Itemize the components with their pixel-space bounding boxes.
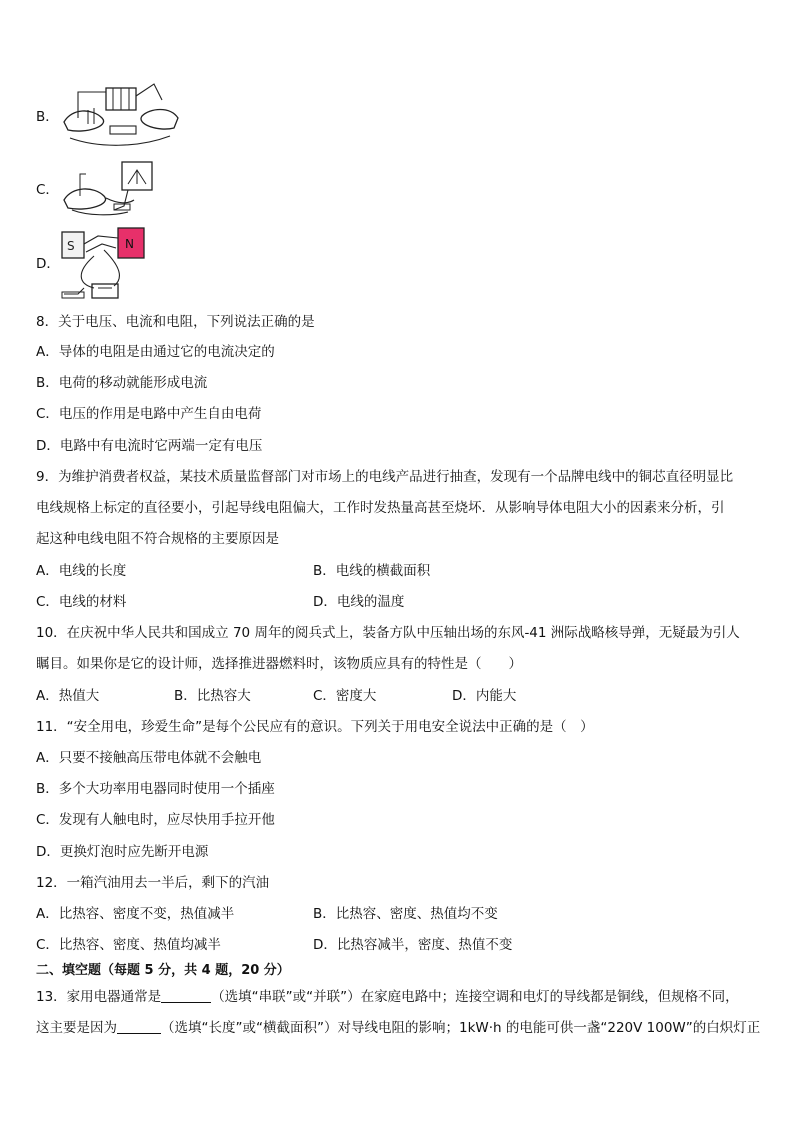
q12-option-b: B．比热容、密度、热值均不变	[313, 906, 498, 922]
magnet-pole-left	[64, 111, 104, 131]
magnet-pole	[64, 189, 106, 209]
magnet-n-label: N	[125, 237, 134, 251]
q9-stem-line1: 9．为维护消费者权益，某技术质量监督部门对市场上的电线产品进行抽查，发现有一个品牌电线中的铜芯直径明显比	[36, 469, 734, 485]
q11-option-b: B．多个大功率用电器同时使用一个插座	[36, 781, 275, 797]
q13-part1: 13．家用电器通常是	[36, 989, 162, 1005]
q10-stem-line1: 10．在庆祝中华人民共和国成立 70 周年的阅兵式上，装备方队中压轴出场的东风-41 洲际战略核导弹，无疑最为引人	[36, 625, 740, 641]
metal-rod	[110, 126, 136, 134]
q7-option-b-label: B．	[36, 109, 59, 125]
q8-option-a: A．导体的电阻是由通过它的电流决定的	[36, 344, 275, 360]
section-2-title: 二、填空题（每题 5 分，共 4 题，20 分）	[36, 963, 290, 978]
q12-option-d: D．比热容减半，密度、热值不变	[313, 937, 513, 953]
q9-option-d: D．电线的温度	[313, 594, 405, 610]
q10-option-d: D．内能大	[452, 688, 517, 704]
q13-part4: （选填“长度”或“横截面积”）对导线电阻的影响；1kW·h 的电能可供一盏“220V 100W”的白炽灯正	[161, 1020, 761, 1036]
q9-stem-line2: 电线规格上标定的直径要小，引起导线电阻偏大，工作时发热量高甚至烧坏．从影响导体电阻大小的因素来分析，引	[36, 500, 725, 516]
q13-blank-2[interactable]	[117, 1019, 161, 1034]
q7-option-b-figure	[58, 78, 184, 150]
q7-option-c-label: C．	[36, 182, 59, 198]
q10-option-b: B．比热容大	[174, 688, 251, 704]
q9-option-a: A．电线的长度	[36, 563, 127, 579]
q8-option-d: D．电路中有电流时它两端一定有电压	[36, 438, 263, 454]
q13-part3: 这主要是因为	[36, 1020, 117, 1036]
q10-option-c: C．密度大	[313, 688, 377, 704]
q11-option-d: D．更换灯泡时应先断开电源	[36, 844, 209, 860]
q13-line1	[36, 987, 739, 1007]
q9-stem-line3: 起这种电线电阻不符合规格的主要原因是	[36, 531, 279, 547]
q11-stem: 11．“安全用电，珍爱生命”是每个公民应有的意识。下列关于用电安全说法中正确的是（ ）	[36, 719, 594, 735]
q7-option-d-figure	[58, 222, 154, 306]
q12-option-a: A．比热容、密度不变，热值减半	[36, 906, 235, 922]
magnet-s-label: S	[67, 239, 75, 253]
q13-part2: （选填“串联”或“并联”）在家庭电路中；连接空调和电灯的导线都是铜线，但规格不同，	[211, 989, 739, 1005]
q12-stem: 12．一箱汽油用去一半后，剩下的汽油	[36, 875, 270, 891]
q7-option-d-label: D．	[36, 256, 60, 272]
q10-stem-line2: 瞩目。如果你是它的设计师，选择推进器燃料时，该物质应具有的特性是（ ）	[36, 656, 522, 672]
q8-stem: 8．关于电压、电流和电阻，下列说法正确的是	[36, 314, 315, 330]
q13-blank-1[interactable]	[161, 988, 211, 1003]
magnet-pole-right	[141, 110, 178, 130]
q8-option-c: C．电压的作用是电路中产生自由电荷	[36, 406, 262, 422]
switch	[64, 288, 84, 294]
q7-option-c-figure	[58, 160, 168, 218]
q12-option-c: C．比热容、密度、热值均减半	[36, 937, 221, 953]
q13-line2	[36, 1018, 760, 1038]
q8-option-b: B．电荷的移动就能形成电流	[36, 375, 208, 391]
q9-option-b: B．电线的横截面积	[313, 563, 431, 579]
q9-option-c: C．电线的材料	[36, 594, 127, 610]
q11-option-a: A．只要不接触高压带电体就不会触电	[36, 750, 262, 766]
q10-option-a: A．热值大	[36, 688, 100, 704]
q11-option-c: C．发现有人触电时，应尽快用手拉开他	[36, 812, 275, 828]
